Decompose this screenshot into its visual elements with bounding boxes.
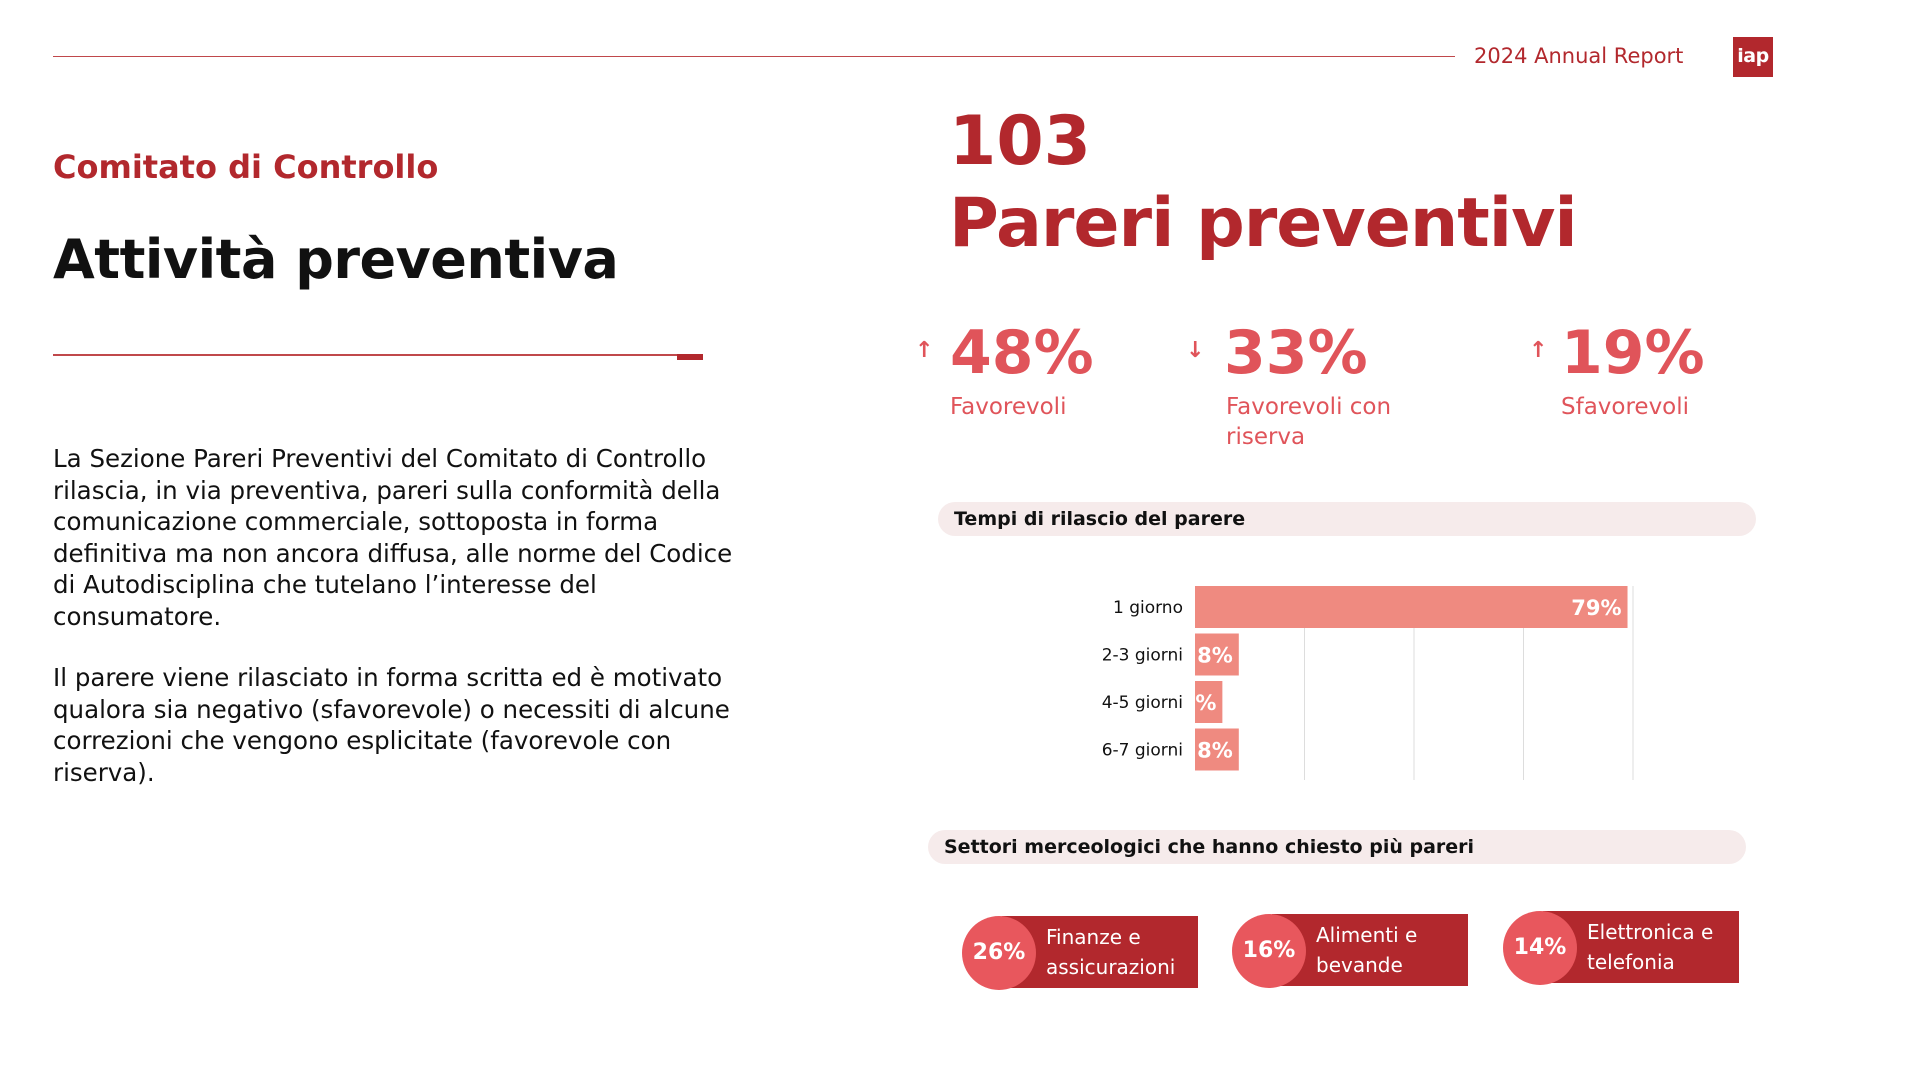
sector-name: Elettronica e telefonia [1587,920,1714,974]
arrow-down-icon: ↓ [1186,338,1205,363]
sector-card [962,916,1202,990]
page-title: Attività preventiva [53,228,619,291]
stat-value: 33% [1224,318,1368,388]
timing-chart-svg [1040,580,1680,790]
sector-name: Alimenti e bevande [1316,923,1418,977]
chart-bar [1195,586,1628,628]
header-rule [53,56,1455,57]
stat-label: Sfavorevoli [1561,394,1690,420]
sector-card [1232,914,1472,988]
sector-percentage: 26% [962,916,1036,990]
stat-label: Favorevoli [950,394,1067,420]
headline-label: Pareri preventivi [949,184,1577,263]
chart-category-label: 2-3 giorni [1101,645,1183,666]
chart-value-label: 79% [1571,596,1622,620]
chart-value-label: 8% [1197,738,1233,763]
chart-category-label: 1 giorno [1112,598,1183,618]
stat-value: 19% [1561,318,1705,388]
sector-card [1503,911,1743,985]
sector-name: Finanze e assicurazioni [1046,925,1176,979]
timing-section-title: Tempi di rilascio del parere [938,502,1756,536]
sectors-section-title: Settori merceologici che hanno chiesto più pareri [928,830,1746,864]
arrow-up-icon: ↑ [1529,338,1548,363]
chart-category-label: 6-7 giorni [1101,740,1183,761]
chart-value-label: 8% [1197,643,1233,668]
sector-percentage: 16% [1232,914,1306,988]
chart-value-label: 5% [1180,691,1217,715]
section-title: Comitato di Controllo [53,148,439,186]
arrow-up-icon: ↑ [915,338,934,363]
stat-label: Favorevoli con riserva [1226,394,1392,450]
divider-accent [677,354,703,360]
intro-paragraph: La Sezione Pareri Preventivi del Comitato di Controllo rilascia, in via preventiva, pareri sulla conformità della comunicazione commerciale, sottoposta in forma definitiva ma non ancora diffusa, alle norme del Codice di Autodisciplina che tutelano l’interesse del consumatore. [53,444,733,631]
iap-logo: iap [1733,37,1773,77]
timing-bar-chart [1040,580,1680,790]
detail-paragraph: Il parere viene rilasciato in forma scritta ed è motivato qualora sia negativo (sfavorevole) o necessiti di alcune correzioni che vengono esplicitate (favorevole con riserva). [53,663,730,787]
sector-percentage: 14% [1503,911,1577,985]
stat-value: 48% [950,318,1094,388]
headline-number: 103 [949,102,1091,181]
title-divider [53,354,683,356]
report-label: 2024 Annual Report [1474,44,1684,68]
chart-category-label: 4-5 giorni [1101,693,1183,713]
